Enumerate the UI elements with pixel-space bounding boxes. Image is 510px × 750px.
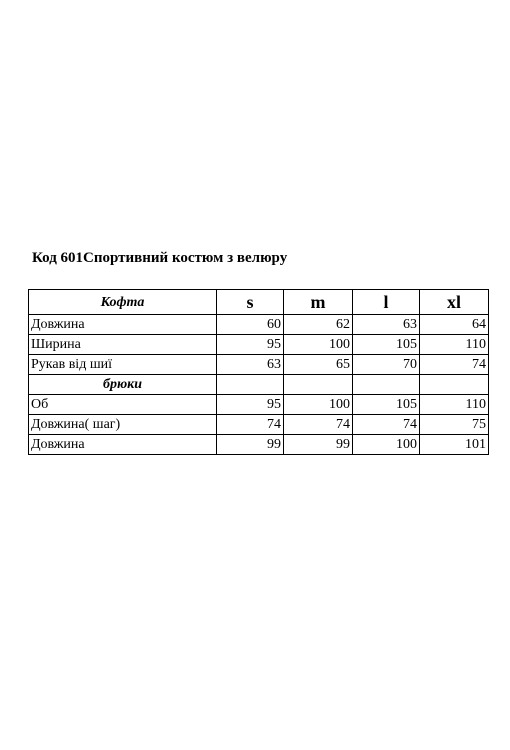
empty-cell <box>420 375 489 395</box>
size-header-l: l <box>353 290 420 315</box>
cell-value: 99 <box>284 435 353 455</box>
section-label-jacket: Кофта <box>29 290 217 315</box>
cell-value: 64 <box>420 315 489 335</box>
cell-value: 75 <box>420 415 489 435</box>
table-row <box>29 335 489 355</box>
cell-value: 70 <box>353 355 420 375</box>
cell-value: 100 <box>284 395 353 415</box>
table-row <box>29 395 489 415</box>
empty-cell <box>284 375 353 395</box>
cell-value: 110 <box>420 335 489 355</box>
table-header-row <box>29 290 489 315</box>
cell-value: 100 <box>353 435 420 455</box>
size-header-m: m <box>284 290 353 315</box>
size-header-s: s <box>217 290 284 315</box>
size-table <box>28 289 489 455</box>
empty-cell <box>353 375 420 395</box>
section-label-pants: брюки <box>29 375 217 395</box>
cell-value: 105 <box>353 335 420 355</box>
cell-value: 74 <box>353 415 420 435</box>
cell-value: 60 <box>217 315 284 335</box>
document-title: Код 601Спортивний костюм з велюру <box>32 250 288 266</box>
size-header-xl: xl <box>420 290 489 315</box>
cell-value: 74 <box>420 355 489 375</box>
cell-value: 99 <box>217 435 284 455</box>
cell-value: 95 <box>217 335 284 355</box>
table-row <box>29 435 489 455</box>
cell-value: 65 <box>284 355 353 375</box>
cell-value: 62 <box>284 315 353 335</box>
cell-value: 63 <box>353 315 420 335</box>
cell-value: 100 <box>284 335 353 355</box>
row-label: Об <box>29 395 217 415</box>
cell-value: 74 <box>217 415 284 435</box>
table-row <box>29 415 489 435</box>
cell-value: 95 <box>217 395 284 415</box>
cell-value: 74 <box>284 415 353 435</box>
section-row-pants <box>29 375 489 395</box>
row-label: Рукав від шиї <box>29 355 217 375</box>
table-row <box>29 315 489 335</box>
row-label: Довжина <box>29 435 217 455</box>
row-label: Ширина <box>29 335 217 355</box>
cell-value: 105 <box>353 395 420 415</box>
cell-value: 110 <box>420 395 489 415</box>
table-row <box>29 355 489 375</box>
cell-value: 101 <box>420 435 489 455</box>
empty-cell <box>217 375 284 395</box>
row-label: Довжина <box>29 315 217 335</box>
cell-value: 63 <box>217 355 284 375</box>
row-label: Довжина( шаг) <box>29 415 217 435</box>
